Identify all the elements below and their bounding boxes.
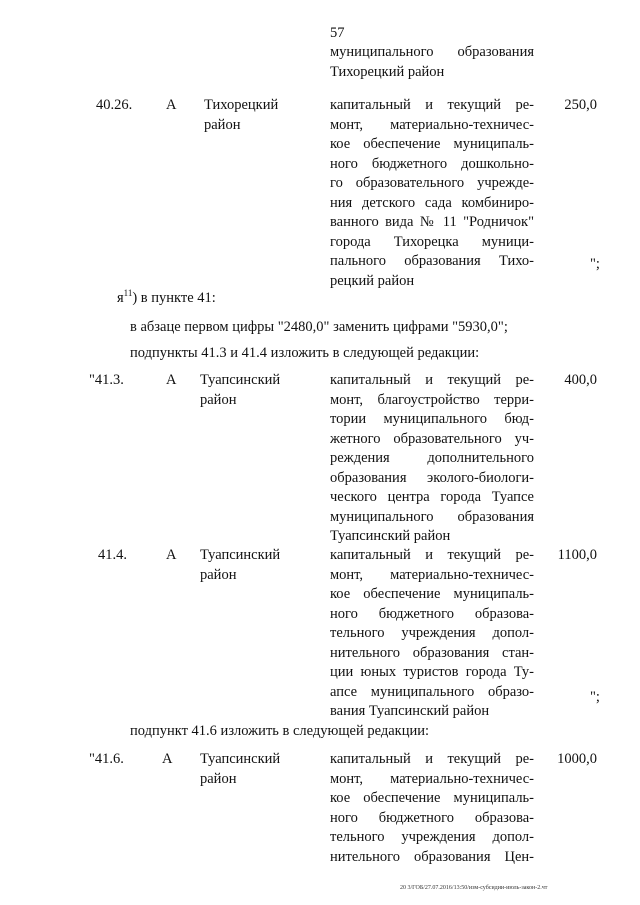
row-place [200,750,280,789]
row-description [330,96,534,291]
desc-line: ного бюджетного дошкольно- [330,155,534,172]
row-number: "41.6. [89,751,124,767]
desc-line: города Тихорецка муници- [330,233,534,250]
place-line: район [200,566,237,583]
row-number: 41.4. [98,547,127,563]
row-place [200,371,280,410]
desc-line: капитальный и текущий ре- [330,547,534,563]
desc-line: кое обеспечение муниципаль- [330,586,534,602]
desc-line: го образовательного учрежде- [330,175,534,191]
desc-line: монт, материально-техничес- [330,116,534,133]
desc-line: монт, благоустройство терри- [330,391,534,408]
row-amount: 1000,0 [557,751,597,767]
desc-line: монт, материально-техничес- [330,770,534,787]
desc-line: капитальный и текущий ре- [330,97,534,113]
row-letter: А [162,751,173,767]
continuation-line: Тихорецкий район [330,63,445,80]
footer-filename: 20 3/ГОБ/27.07.2016/13:50/изм-субсидии-июль-закон-2.чт [400,885,548,891]
place-line: Туапсинский [200,751,281,767]
row-description [330,750,534,867]
desc-line: образования эколого-биологи- [330,469,534,486]
row-description [330,546,534,722]
row-number: 40.26. [96,97,133,113]
continuation-text [330,43,534,82]
desc-line: тории муниципального бюд- [330,411,534,427]
desc-line: Туапсинский район [330,528,451,544]
desc-line: апсе муниципального образо- [330,683,534,700]
desc-line: ции юных туристов города Ту- [330,664,534,680]
row-place [204,96,278,135]
item-heading-text: ) в пункте 41: [132,290,216,306]
row-end-mark: "; [590,256,600,272]
row-letter: А [166,547,177,563]
row-amount: 400,0 [564,372,597,388]
item-heading [117,289,216,309]
row-end-mark: "; [590,689,600,705]
desc-line: рецкий район [330,272,415,289]
paragraph-1: в абзаце первом цифры "2480,0" заменить цифрами "5930,0"; [130,319,508,335]
row-amount: 250,0 [564,97,597,113]
row-description [330,371,534,547]
row-letter: А [166,372,177,388]
desc-line: вания Туапсинский район [330,703,490,719]
desc-line: ного бюджетного образова- [330,809,534,826]
place-line: район [204,116,241,133]
desc-line: пального образования Тихо- [330,253,534,269]
place-line: Тихорецкий [204,97,279,113]
desc-line: ния детского сада комбиниро- [330,194,534,211]
paragraph-2: подпункты 41.3 и 41.4 изложить в следующей редакции: [130,345,480,361]
desc-line: нительного образования стан- [330,644,534,661]
desc-line: ванного вида № 11 "Родничок" [330,214,534,230]
item-superscript: 11 [123,288,133,299]
row-letter: А [166,97,177,113]
place-line: район [200,770,237,787]
desc-line: нительного образования Цен- [330,848,534,865]
desc-line: капитальный и текущий ре- [330,372,534,388]
desc-line: ческого центра города Туапсе [330,489,534,505]
item-letter: я [117,290,124,306]
place-line: район [200,391,237,408]
desc-line: кое обеспечение муниципаль- [330,136,534,152]
desc-line: тельного учреждения допол- [330,829,534,845]
desc-line: жетного образовательного уч- [330,430,534,447]
row-amount: 1100,0 [557,547,597,563]
desc-line: реждения дополнительного [330,450,534,466]
desc-line: муниципального образования [330,508,534,525]
place-line: Туапсинский [200,372,281,388]
desc-line: капитальный и текущий ре- [330,751,534,767]
page-number: 57 [330,25,345,41]
desc-line: монт, материально-техничес- [330,566,534,583]
desc-line: ного бюджетного образова- [330,605,534,622]
desc-line: тельного учреждения допол- [330,625,534,641]
row-place [200,546,280,585]
continuation-line: муниципального образования [330,44,534,60]
paragraph-3: подпункт 41.6 изложить в следующей редакции: [130,723,430,739]
row-number: "41.3. [89,372,124,388]
desc-line: кое обеспечение муниципаль- [330,790,534,806]
place-line: Туапсинский [200,547,281,563]
